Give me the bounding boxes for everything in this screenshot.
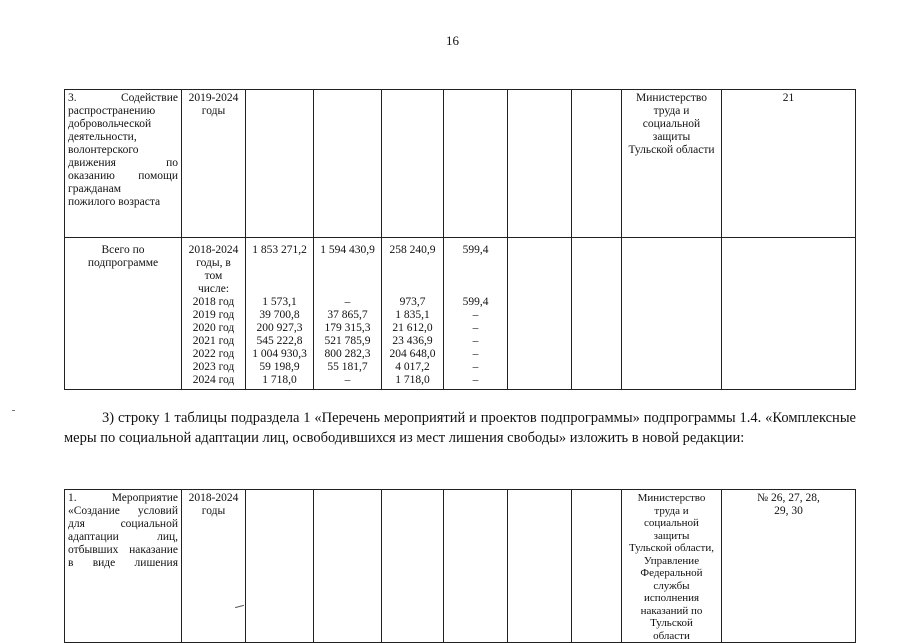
local-amount-column: 599,4 599,4 – – – – – – (444, 238, 508, 390)
indicator-cell: 21 (722, 90, 856, 238)
empty-cell (508, 490, 572, 643)
page-number: 16 (446, 33, 459, 48)
empty-cell (622, 238, 722, 390)
table-row-measure-1 (65, 490, 856, 643)
empty-cell (314, 90, 382, 238)
table-row-total (65, 238, 856, 390)
years-cell: 2018-2024 годы, в том числе: 2018 год 2019 год 2020 год 2021 год 2022 год 2023 год 2024 год (182, 238, 246, 390)
table-row-activity-3 (65, 90, 856, 238)
empty-cell (508, 238, 572, 390)
empty-cell (382, 490, 444, 643)
period-cell: 2018-2024 годы (182, 490, 246, 643)
federal-amount-column: 1 594 430,9 – 37 865,7 179 315,3 521 785,9 800 282,3 55 181,7 – (314, 238, 382, 390)
subprogram-table (64, 89, 856, 390)
empty-cell (572, 238, 622, 390)
empty-cell (572, 90, 622, 238)
measure-name-cell: 1. Мероприятие «Создание условий для социальной адаптации лиц, отбывших наказание в виде лишения (65, 490, 182, 643)
empty-cell (444, 90, 508, 238)
empty-cell (572, 490, 622, 643)
amendment-paragraph: 3) строку 1 таблицы подраздела 1 «Перечень мероприятий и проектов подпрограммы» подпрограммы 1.4. «Комплексные меры по социальной адаптации лиц, освободившихся из мест лишения свободы» изложить в новой редакции: (64, 410, 856, 446)
empty-cell (314, 490, 382, 643)
period-cell: 2019-2024 годы (182, 90, 246, 238)
total-amount-column: 1 853 271,2 1 573,1 39 700,8 200 927,3 545 222,8 1 004 930,3 59 198,9 1 718,0 (246, 238, 314, 390)
empty-cell (246, 90, 314, 238)
measures-table (64, 489, 856, 643)
total-label-cell: Всего по подпрограмме (65, 238, 182, 390)
empty-cell (246, 490, 314, 643)
executor-cell: Министерство труда и социальной защиты Тульской области (622, 90, 722, 238)
empty-cell (382, 90, 444, 238)
scan-mark (12, 410, 15, 411)
executor-cell: Министерство труда и социальной защиты Тульской области, Управление Федеральной службы исполнения наказаний по Тульской области (622, 490, 722, 643)
activity-name-cell: 3. Содействие распространению добровольческой деятельности, волонтерского движения по оказанию помощи гражданам пожилого возраста (65, 90, 182, 238)
indicator-cell: № 26, 27, 28, 29, 30 (722, 490, 856, 643)
regional-amount-column: 258 240,9 973,7 1 835,1 21 612,0 23 436,9 204 648,0 4 017,2 1 718,0 (382, 238, 444, 390)
empty-cell (444, 490, 508, 643)
empty-cell (508, 90, 572, 238)
empty-cell (722, 238, 856, 390)
